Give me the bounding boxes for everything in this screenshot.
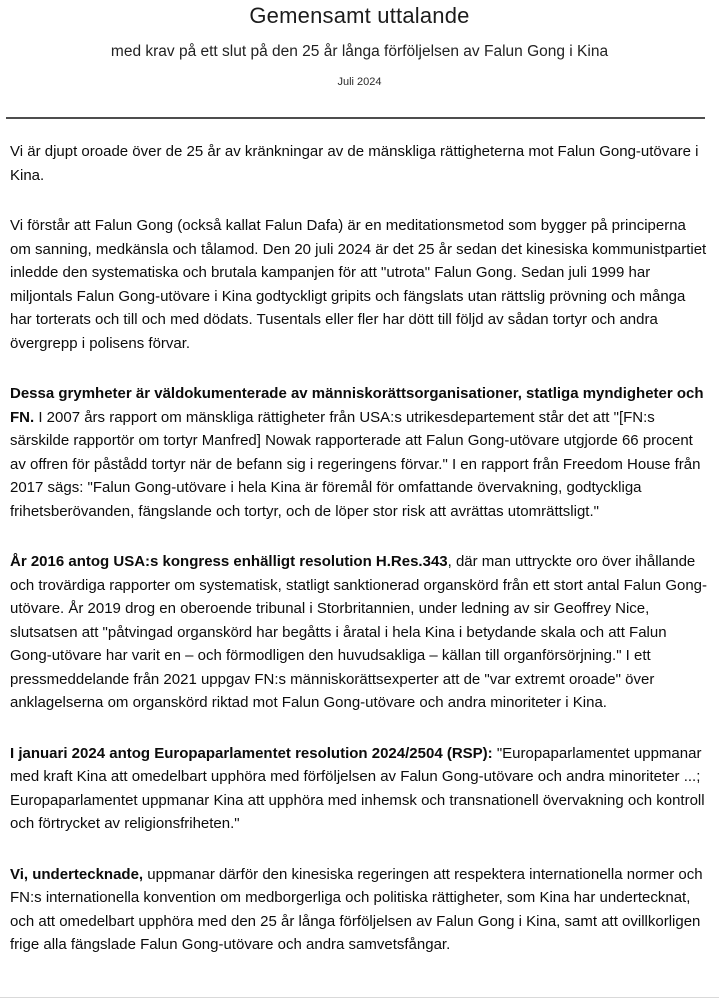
page-subtitle: med krav på ett slut på den 25 år långa förföljelsen av Falun Gong i Kina xyxy=(110,43,609,60)
paragraph-lead-bold: I januari 2024 antog Europaparlamentet resolution 2024/2504 (RSP): xyxy=(10,744,493,762)
document-header xyxy=(0,0,719,89)
paragraph-eu-resolution xyxy=(10,742,709,836)
paragraph-text: , där man uttryckte oro över ihållande och trovärdiga rapporter om systematisk, statligt sanktionerad organskörd från ett stort antal Falun Gong-utövare. År 2019 drog en oberoende tribunal i Storbritannien, under ledning av sir Geoffrey Nice, slutsatsen att "påtvingad organskörd har begåtts i åratal i hela Kina i betydande skala och att Falun Gong-utövare har varit en – och förmodligen den huvudsakliga – källan till organförsörjning." I ett pressmeddelande från 2021 uppgav FN:s människorättsexperter att de "var extremt oroade" över anklagelserna om organskörd riktad mot Falun Gong-utövare och andra minoriteter i Kina. xyxy=(10,553,708,711)
paragraph-text: "Europaparlamentet uppmanar med kraft Kina att omedelbart upphöra med förföljelsen av Falun Gong-utövare och andra minoriteter ...; Europaparlamentet uppmanar Kina att upphöra med inhemsk och transnationell övervakning och kontroll och förtrycket av religionsfriheten." xyxy=(10,744,705,832)
paragraph-text: uppmanar därför den kinesiska regeringen att respektera internationella normer och FN:s internationella konvention om medborgerliga och politiska rättigheter, som Kina har undertecknat, och att omedelbart upphöra med den 25 år långa förföljelsen av Falun Gong i Kina, samt att ovillkorligen frige alla fängslade Falun Gong-utövare och andra samvetsfångar. xyxy=(10,865,703,953)
paragraph-lead-bold: Dessa grymheter är väldokumenterade av människorättsorganisationer, statliga myndigheter och FN. xyxy=(10,385,704,426)
paragraph-resolution-hres343 xyxy=(10,550,709,715)
page-title: Gemensamt uttalande xyxy=(249,3,470,28)
document-date: Juli 2024 xyxy=(337,76,382,88)
footer-divider xyxy=(0,997,719,998)
paragraph-documentation xyxy=(10,382,709,523)
paragraph-text: I 2007 års rapport om mänskliga rättigheter från USA:s utrikesdepartement står det att "[FN:s särskilde rapportör om tortyr Manfred] Nowak rapporterade att Falun Gong-utövare utgjorde 66 procent av offren för påstådd tortyr när de befann sig i regeringens förvar." I en rapport från Freedom House från 2017 sägs: "Falun Gong-utövare i hela Kina är föremål för omfattande övervakning, godtyckliga frihetsberövanden, fängslande och tortyr, och de löper stor risk att avrättas utomrättsligt." xyxy=(10,408,701,520)
paragraph-text: Vi är djupt oroade över de 25 år av kränkningar av de mänskliga rättigheterna mot Falun Gong-utövare i Kina. xyxy=(10,143,699,184)
paragraph-call-to-action xyxy=(10,863,709,957)
paragraph-lead-bold: År 2016 antog USA:s kongress enhälligt resolution H.Res.343 xyxy=(10,553,448,570)
paragraph-lead-bold: Vi, undertecknade, xyxy=(10,865,144,883)
paragraph-concern xyxy=(10,140,709,187)
paragraph-text: Vi förstår att Falun Gong (också kallat Falun Dafa) är en meditationsmetod som bygger på principerna om sanning, medkänsla och tålamod. Den 20 juli 2024 är det 25 år sedan det kinesiska kommunistpartiet inledde den systematiska och brutala kampanjen för att "utrota" Falun Gong. Sedan juli 1999 har miljontals Falun Gong-utövare i Kina godtyckligt gripits och fängslats utan rättslig prövning och många har torterats och till och med dödats. Tusentals eller fler har dött till följd av sådan tortyr och andra övergrepp i polisens förvar. xyxy=(10,217,707,352)
document-body xyxy=(0,119,719,957)
paragraph-background xyxy=(10,214,709,355)
